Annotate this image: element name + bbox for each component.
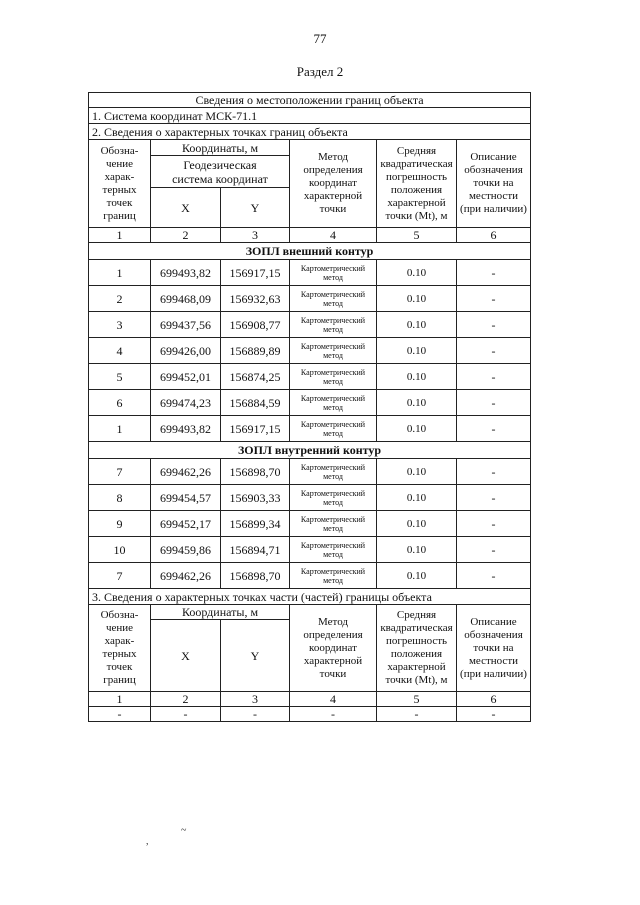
table-title: Сведения о местоположении границ объекта xyxy=(89,93,531,108)
header-point-designation: Обозна- чение харак- терных точек границ xyxy=(89,140,151,228)
method-cell: Картометрический метод xyxy=(290,312,377,338)
coord-x: 699468,09 xyxy=(151,286,221,312)
column-number: 5 xyxy=(377,692,457,707)
coord-x: 699462,26 xyxy=(151,563,221,589)
point-number: 4 xyxy=(89,338,151,364)
table-row xyxy=(89,485,531,511)
coord-y: 156932,63 xyxy=(221,286,290,312)
description-cell: - xyxy=(457,416,531,442)
page-number: 77 xyxy=(313,31,327,46)
column-numbers-row xyxy=(89,228,531,243)
column-number: 4 xyxy=(290,692,377,707)
method-cell: Картометрический метод xyxy=(290,338,377,364)
method-cell: Картометрический метод xyxy=(290,485,377,511)
coord-y: 156884,59 xyxy=(221,390,290,416)
description-cell: - xyxy=(457,286,531,312)
column-numbers-row xyxy=(89,692,531,707)
outer-contour-title: ЗОПЛ внешний контур xyxy=(89,243,531,260)
coord-x: 699452,17 xyxy=(151,511,221,537)
method-cell: Картометрический метод xyxy=(290,511,377,537)
column-number: 6 xyxy=(457,692,531,707)
header-x: X xyxy=(151,620,221,692)
method-cell: Картометрический метод xyxy=(290,459,377,485)
coord-x: 699437,56 xyxy=(151,312,221,338)
scan-mark: ~ xyxy=(181,825,187,836)
table-row xyxy=(89,511,531,537)
empty-cell: - xyxy=(151,707,221,722)
point-number: 1 xyxy=(89,416,151,442)
method-cell: Картометрический метод xyxy=(290,537,377,563)
table-row xyxy=(89,563,531,589)
coord-x: 699493,82 xyxy=(151,260,221,286)
coord-y: 156898,70 xyxy=(221,459,290,485)
table-row xyxy=(89,416,531,442)
coord-y: 156894,71 xyxy=(221,537,290,563)
coord-x: 699462,26 xyxy=(151,459,221,485)
method-cell: Картометрический метод xyxy=(290,390,377,416)
description-cell: - xyxy=(457,364,531,390)
part3-heading: 3. Сведения о характерных точках части (частей) границы объекта xyxy=(89,589,531,605)
header-coordinates: Координаты, м xyxy=(151,605,290,620)
coord-y: 156889,89 xyxy=(221,338,290,364)
empty-cell: - xyxy=(221,707,290,722)
table-row xyxy=(89,707,531,722)
accuracy-cell: 0.10 xyxy=(377,260,457,286)
coord-y: 156874,25 xyxy=(221,364,290,390)
accuracy-cell: 0.10 xyxy=(377,312,457,338)
column-number: 4 xyxy=(290,228,377,243)
point-number: 3 xyxy=(89,312,151,338)
point-number: 1 xyxy=(89,260,151,286)
method-cell: Картометрический метод xyxy=(290,260,377,286)
header-coordinates: Координаты, м xyxy=(151,140,290,156)
accuracy-cell: 0.10 xyxy=(377,364,457,390)
part2-heading: 2. Сведения о характерных точках границ объекта xyxy=(89,124,531,140)
method-cell: Картометрический метод xyxy=(290,286,377,312)
coord-y: 156917,15 xyxy=(221,416,290,442)
coord-y: 156899,34 xyxy=(221,511,290,537)
description-cell: - xyxy=(457,485,531,511)
section-title: Раздел 2 xyxy=(296,64,344,79)
header-geodetic-system: Геодезическая система координат xyxy=(151,156,290,188)
coord-x: 699474,23 xyxy=(151,390,221,416)
description-cell: - xyxy=(457,338,531,364)
header-x: X xyxy=(151,188,221,228)
column-number: 3 xyxy=(221,228,290,243)
coord-x: 699454,57 xyxy=(151,485,221,511)
header-y: Y xyxy=(221,620,290,692)
method-cell: Картометрический метод xyxy=(290,364,377,390)
table-row xyxy=(89,364,531,390)
point-number: 7 xyxy=(89,563,151,589)
header-description: Описание обозначения точки на местности (при наличии) xyxy=(457,140,531,228)
empty-cell: - xyxy=(457,707,531,722)
description-cell: - xyxy=(457,260,531,286)
description-cell: - xyxy=(457,390,531,416)
coord-system: 1. Система координат МСК-71.1 xyxy=(89,108,531,124)
coord-y: 156903,33 xyxy=(221,485,290,511)
column-number: 6 xyxy=(457,228,531,243)
description-cell: - xyxy=(457,312,531,338)
table-row xyxy=(89,459,531,485)
coord-x: 699426,00 xyxy=(151,338,221,364)
table-row xyxy=(89,312,531,338)
description-cell: - xyxy=(457,537,531,563)
point-number: 5 xyxy=(89,364,151,390)
header-description: Описание обозначения точки на местности (при наличии) xyxy=(457,605,531,692)
column-number: 1 xyxy=(89,228,151,243)
header-y: Y xyxy=(221,188,290,228)
coord-y: 156908,77 xyxy=(221,312,290,338)
accuracy-cell: 0.10 xyxy=(377,537,457,563)
empty-cell: - xyxy=(290,707,377,722)
accuracy-cell: 0.10 xyxy=(377,511,457,537)
coord-x: 699459,86 xyxy=(151,537,221,563)
empty-cell: - xyxy=(89,707,151,722)
accuracy-cell: 0.10 xyxy=(377,390,457,416)
column-number: 3 xyxy=(221,692,290,707)
header-accuracy: Средняя квадратическая погрешность положения характерной точки (Mt), м xyxy=(377,605,457,692)
description-cell: - xyxy=(457,563,531,589)
header-method: Метод определения координат характерной точки xyxy=(290,605,377,692)
column-number: 2 xyxy=(151,228,221,243)
method-cell: Картометрический метод xyxy=(290,416,377,442)
column-number: 1 xyxy=(89,692,151,707)
table-row xyxy=(89,390,531,416)
accuracy-cell: 0.10 xyxy=(377,338,457,364)
table-row xyxy=(89,537,531,563)
header-accuracy: Средняя квадратическая погрешность положения характерной точки (Mt), м xyxy=(377,140,457,228)
coord-y: 156917,15 xyxy=(221,260,290,286)
coord-x: 699452,01 xyxy=(151,364,221,390)
point-number: 8 xyxy=(89,485,151,511)
description-cell: - xyxy=(457,511,531,537)
accuracy-cell: 0.10 xyxy=(377,286,457,312)
accuracy-cell: 0.10 xyxy=(377,563,457,589)
point-number: 7 xyxy=(89,459,151,485)
header-method: Метод определения координат характерной точки xyxy=(290,140,377,228)
table-row xyxy=(89,286,531,312)
method-cell: Картометрический метод xyxy=(290,563,377,589)
point-number: 9 xyxy=(89,511,151,537)
description-cell: - xyxy=(457,459,531,485)
point-number: 6 xyxy=(89,390,151,416)
table-row xyxy=(89,338,531,364)
header-point-designation: Обозна- чение харак- терных точек границ xyxy=(89,605,151,692)
inner-contour-title: ЗОПЛ внутренний контур xyxy=(89,442,531,459)
coord-y: 156898,70 xyxy=(221,563,290,589)
boundary-table xyxy=(88,92,531,722)
coord-x: 699493,82 xyxy=(151,416,221,442)
scan-mark: , xyxy=(146,836,149,847)
accuracy-cell: 0.10 xyxy=(377,416,457,442)
point-number: 10 xyxy=(89,537,151,563)
accuracy-cell: 0.10 xyxy=(377,459,457,485)
accuracy-cell: 0.10 xyxy=(377,485,457,511)
column-number: 2 xyxy=(151,692,221,707)
table-row xyxy=(89,260,531,286)
empty-cell: - xyxy=(377,707,457,722)
point-number: 2 xyxy=(89,286,151,312)
column-number: 5 xyxy=(377,228,457,243)
